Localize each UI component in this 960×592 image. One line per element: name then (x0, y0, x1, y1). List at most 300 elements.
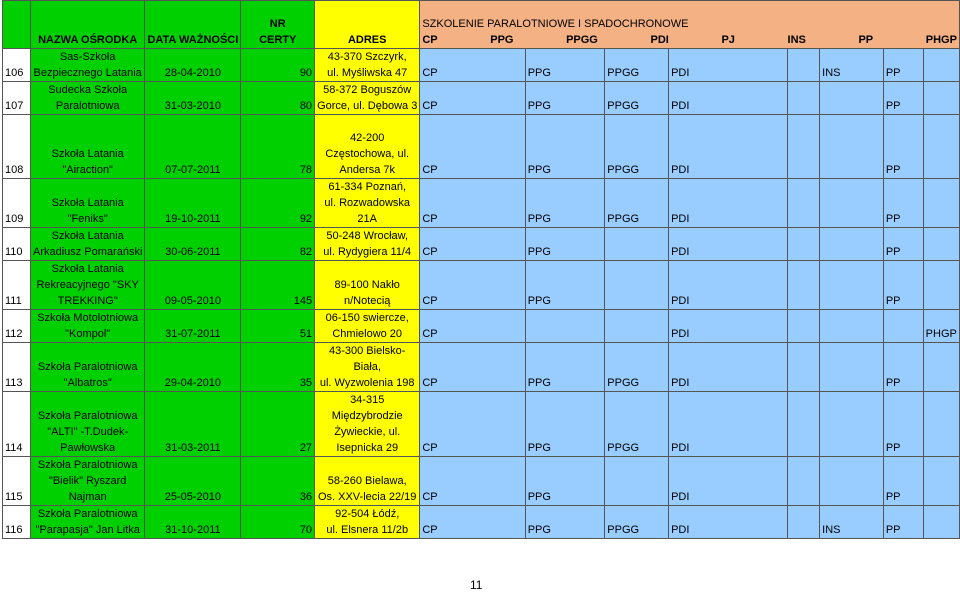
program-cell-line: PP (885, 164, 901, 176)
program-cell (820, 228, 884, 261)
address-line: 58-260 Bielawa, (327, 475, 407, 487)
header-validity-line: DATA WAŻNOŚCI (147, 34, 239, 46)
address-line: 89-100 Nakło (334, 279, 400, 291)
program-cell (669, 179, 788, 228)
row-number (3, 82, 31, 115)
school-name (30, 228, 144, 261)
program-cell (820, 49, 884, 82)
program-cell (923, 49, 959, 82)
school-name-line: TREKKING" (57, 295, 118, 307)
school-name-line: "Parapasja" Jan Litka (35, 524, 140, 536)
program-cell (883, 82, 923, 115)
row-number-line: 116 (5, 524, 23, 536)
program-cell (420, 261, 525, 310)
program-cell (605, 228, 669, 261)
school-name (30, 82, 144, 115)
program-cell (525, 506, 605, 539)
header-nr-line: NR (269, 18, 286, 30)
address-line: 50-248 Wrocław, (326, 230, 409, 242)
school-name-line: Szkoła Motolotniowa (37, 312, 139, 324)
school-name (30, 506, 144, 539)
cert-number (241, 49, 315, 82)
school-name-line: "Albatros" (63, 377, 112, 389)
cert-number-line: 70 (299, 524, 313, 536)
program-cell (420, 115, 525, 179)
cert-number-line: 82 (299, 246, 313, 258)
program-cell-line: PP (885, 524, 901, 536)
header-training (420, 1, 960, 49)
program-cell (525, 49, 605, 82)
validity-date (145, 310, 241, 343)
program-cell (605, 179, 669, 228)
school-name-line: Sudecka Szkoła (48, 84, 128, 96)
address (315, 115, 420, 179)
program-cell (788, 82, 820, 115)
program-cell (883, 506, 923, 539)
program-cell-line: PDI (671, 377, 690, 389)
program-code: PPGG (566, 34, 598, 46)
validity-date-line: 09-05-2010 (164, 295, 222, 307)
program-cell-line: CP (422, 524, 438, 536)
header-validity (145, 1, 241, 49)
table-row (3, 115, 960, 179)
program-cell-line: PP (885, 100, 901, 112)
program-code: PP (858, 34, 874, 46)
program-cell (788, 179, 820, 228)
program-cell (420, 179, 525, 228)
row-number (3, 310, 31, 343)
program-cell-line: PPG (527, 164, 551, 176)
school-name-line: Rekreacyjnego "SKY (36, 279, 139, 291)
program-cell (605, 343, 669, 392)
school-name-line: Pawłowska (60, 442, 116, 454)
program-cell (883, 179, 923, 228)
program-cell (525, 392, 605, 457)
program-cell (820, 261, 884, 310)
row-number-line: 109 (5, 213, 24, 225)
program-cell (788, 261, 820, 310)
school-name-line: "Feniks" (67, 213, 108, 225)
program-cell-line: INS (822, 67, 841, 79)
school-name-line: Szkoła Latania (51, 148, 124, 160)
row-number-line: 115 (5, 491, 23, 503)
program-cell (820, 457, 884, 506)
program-cell (923, 506, 959, 539)
program-cell (923, 179, 959, 228)
header-name-line: NAZWA OŚRODKA (38, 34, 138, 46)
program-cell (820, 310, 884, 343)
cert-number (241, 343, 315, 392)
row-number (3, 457, 31, 506)
program-cell-line: PPGG (607, 100, 640, 112)
cert-number (241, 392, 315, 457)
validity-date-line: 25-05-2010 (164, 491, 222, 503)
program-cell-line: CP (422, 213, 438, 225)
address-line: Isepnicka 29 (336, 442, 399, 454)
address-line: Andersa 7k (339, 164, 396, 176)
address (315, 310, 420, 343)
address-line: 06-150 swiercze, (325, 312, 409, 324)
address-line: Częstochowa, ul. (325, 148, 410, 160)
address-line: Chmielowo 20 (332, 328, 403, 340)
validity-date-line: 31-10-2011 (165, 524, 221, 536)
school-name-line: Szkoła Latania (51, 263, 124, 275)
program-cell-line: PPG (527, 442, 551, 454)
program-cell-line: PP (885, 442, 901, 454)
address-line: Żywieckie, ul. (334, 426, 401, 438)
address-line: 42-200 (350, 132, 385, 144)
program-cell-line: CP (422, 295, 438, 307)
row-number (3, 115, 31, 179)
address (315, 49, 420, 82)
table-row (3, 343, 960, 392)
validity-date-line: 07-07-2011 (165, 164, 221, 176)
program-code: CP (422, 34, 438, 46)
header-address-line: ADRES (347, 34, 387, 46)
program-cell (525, 179, 605, 228)
table-row (3, 457, 960, 506)
program-cell-line: PHGP (925, 328, 957, 340)
program-codes (422, 32, 957, 48)
validity-date (145, 82, 241, 115)
program-cell (525, 343, 605, 392)
row-number-line: 114 (5, 442, 23, 454)
program-cell (605, 457, 669, 506)
program-cell-line: PDI (671, 67, 690, 79)
school-name-line: "ALTI" -T.Dudek- (47, 426, 129, 438)
table-row (3, 179, 960, 228)
address-line: 43-370 Szczyrk, (327, 51, 407, 63)
cert-number (241, 82, 315, 115)
program-cell (820, 392, 884, 457)
corner-cell (3, 1, 31, 49)
program-cell (669, 82, 788, 115)
address (315, 457, 420, 506)
program-cell-line: PDI (671, 442, 690, 454)
header-nr-line: CERTY (259, 34, 297, 46)
school-name (30, 343, 144, 392)
validity-date (145, 49, 241, 82)
address-line: 58-372 Boguszów (323, 84, 412, 96)
program-cell (883, 457, 923, 506)
address-line: 34-315 (350, 394, 385, 406)
program-cell (669, 457, 788, 506)
program-cell-line: PPG (527, 67, 551, 79)
table-row (3, 49, 960, 82)
program-cell-line: PPG (527, 491, 551, 503)
program-cell-line: PPG (527, 213, 551, 225)
program-cell (669, 261, 788, 310)
validity-date (145, 115, 241, 179)
program-cell-line: PPGG (607, 524, 640, 536)
table-row (3, 82, 960, 115)
row-number-line: 108 (5, 164, 24, 176)
school-name-line: "Kompol" (65, 328, 111, 340)
program-cell-line: PPGG (607, 442, 640, 454)
program-cell (923, 457, 959, 506)
program-cell (525, 228, 605, 261)
school-name-line: "Airaction" (62, 164, 113, 176)
row-number (3, 261, 31, 310)
program-cell (420, 506, 525, 539)
program-cell (669, 115, 788, 179)
validity-date (145, 457, 241, 506)
program-cell (669, 310, 788, 343)
program-cell (669, 49, 788, 82)
program-cell-line: PP (885, 213, 901, 225)
page-number: 11 (470, 578, 483, 592)
address-line: 21A (357, 213, 377, 225)
table-row (3, 506, 960, 539)
program-cell (788, 115, 820, 179)
program-cell-line: PDI (671, 213, 690, 225)
program-cell (820, 115, 884, 179)
program-cell (669, 228, 788, 261)
program-cell (883, 261, 923, 310)
program-cell (420, 49, 525, 82)
program-cell (788, 228, 820, 261)
cert-number (241, 261, 315, 310)
program-cell-line: PPG (527, 100, 551, 112)
schools-table (2, 0, 960, 539)
school-name (30, 457, 144, 506)
program-cell (420, 392, 525, 457)
cert-number-line: 78 (299, 164, 313, 176)
program-cell (605, 506, 669, 539)
program-cell (923, 82, 959, 115)
program-cell-line: CP (422, 328, 438, 340)
school-name-line: Szkoła Paralotniowa (37, 410, 138, 422)
program-cell (605, 49, 669, 82)
program-cell-line: PPG (527, 524, 551, 536)
program-cell-line: PDI (671, 328, 690, 340)
validity-date (145, 506, 241, 539)
row-number-line: 113 (5, 377, 23, 389)
school-name-line: Sas-Szkoła (59, 51, 116, 63)
program-cell (605, 115, 669, 179)
program-cell (605, 310, 669, 343)
table-row (3, 392, 960, 457)
row-number-line: 111 (5, 295, 22, 307)
address-line: Os. XXV-lecia 22/19 (317, 491, 417, 503)
school-name-line: Paralotniowa (55, 100, 120, 112)
cert-number-line: 145 (293, 295, 313, 307)
program-cell (883, 49, 923, 82)
school-name (30, 310, 144, 343)
validity-date (145, 261, 241, 310)
table-row (3, 228, 960, 261)
program-cell-line: PPG (527, 246, 551, 258)
school-name (30, 261, 144, 310)
program-cell-line: PDI (671, 491, 690, 503)
program-cell-line: PP (885, 246, 901, 258)
cert-number (241, 457, 315, 506)
address-line: Biała, (353, 361, 381, 373)
school-name-line: Arkadiusz Pomarański (32, 246, 143, 258)
address (315, 343, 420, 392)
address-line: ul. Wyzwolenia 198 (319, 377, 415, 389)
school-name (30, 179, 144, 228)
validity-date-line: 31-07-2011 (165, 328, 221, 340)
program-cell-line: PP (885, 67, 901, 79)
validity-date-line: 31-03-2010 (164, 100, 222, 112)
program-cell-line: CP (422, 164, 438, 176)
program-cell-line: PPG (527, 295, 551, 307)
cert-number (241, 179, 315, 228)
program-cell-line: PP (885, 377, 901, 389)
program-code: INS (787, 34, 806, 46)
row-number (3, 49, 31, 82)
validity-date-line: 29-04-2010 (164, 377, 222, 389)
validity-date (145, 343, 241, 392)
row-number (3, 228, 31, 261)
cert-number-line: 51 (299, 328, 313, 340)
cert-number-line: 36 (299, 491, 313, 503)
program-cell (669, 506, 788, 539)
program-cell (525, 310, 605, 343)
row-number-line: 112 (5, 328, 23, 340)
program-cell (883, 115, 923, 179)
validity-date-line: 19-10-2011 (165, 213, 221, 225)
cert-number-line: 27 (299, 442, 313, 454)
program-cell (923, 261, 959, 310)
program-cell (788, 506, 820, 539)
cert-number (241, 228, 315, 261)
validity-date-line: 28-04-2010 (164, 67, 222, 79)
header-name (30, 1, 144, 49)
program-cell-line: CP (422, 491, 438, 503)
program-cell (420, 343, 525, 392)
address (315, 506, 420, 539)
row-number (3, 392, 31, 457)
program-code: PHGP (925, 34, 957, 46)
program-cell (788, 343, 820, 392)
row-number (3, 506, 31, 539)
program-cell (820, 82, 884, 115)
program-cell (669, 343, 788, 392)
address (315, 82, 420, 115)
cert-number-line: 92 (299, 213, 313, 225)
program-cell-line: PPG (527, 377, 551, 389)
address-line: 43-300 Bielsko- (328, 345, 406, 357)
program-cell (669, 392, 788, 457)
address-line: Gorce, ul. Dębowa 3 (317, 100, 418, 112)
address-line: ul. Rydygiera 11/4 (323, 246, 412, 258)
program-cell (788, 457, 820, 506)
validity-date-line: 30-06-2011 (165, 246, 221, 258)
program-cell-line: PDI (671, 164, 690, 176)
training-title: SZKOLENIE PARALOTNIOWE I SPADOCHRONOWE (422, 18, 689, 30)
row-number (3, 179, 31, 228)
header-address (315, 1, 420, 49)
school-name-line: Bezpiecznego Latania (33, 67, 142, 79)
validity-date (145, 228, 241, 261)
school-name-line: Szkoła Latania (51, 197, 124, 209)
program-code: PPG (490, 34, 514, 46)
program-cell (525, 115, 605, 179)
validity-date (145, 179, 241, 228)
program-cell (420, 457, 525, 506)
address-line: ul. Elsnera 11/2b (326, 524, 409, 536)
program-cell-line: PDI (671, 524, 690, 536)
cert-number-line: 35 (299, 377, 313, 389)
program-cell (788, 310, 820, 343)
school-name-line: Szkoła Latania (51, 230, 124, 242)
program-cell (883, 228, 923, 261)
program-cell (923, 310, 959, 343)
program-code: PJ (721, 34, 735, 46)
program-cell-line: PP (885, 295, 901, 307)
row-number-line: 110 (5, 246, 23, 258)
school-name (30, 115, 144, 179)
program-cell-line: CP (422, 377, 438, 389)
school-name-line: "Bielik" Ryszard (48, 475, 127, 487)
program-cell (820, 343, 884, 392)
school-name (30, 392, 144, 457)
program-cell (420, 82, 525, 115)
row-number-line: 106 (5, 67, 24, 79)
program-cell-line: PPGG (607, 213, 640, 225)
cert-number (241, 310, 315, 343)
row-number-line: 107 (5, 100, 24, 112)
school-name (30, 49, 144, 82)
address (315, 179, 420, 228)
validity-date (145, 392, 241, 457)
program-cell (788, 392, 820, 457)
program-cell (883, 392, 923, 457)
address (315, 228, 420, 261)
program-cell-line: PPGG (607, 67, 640, 79)
program-cell (525, 82, 605, 115)
table-row (3, 310, 960, 343)
address-line: 92-504 Łódź, (335, 508, 400, 520)
program-cell (605, 392, 669, 457)
validity-date-line: 31-03-2011 (165, 442, 221, 454)
program-cell (820, 506, 884, 539)
header-nr (241, 1, 315, 49)
program-cell-line: PDI (671, 246, 690, 258)
program-cell-line: PDI (671, 295, 690, 307)
program-cell (883, 310, 923, 343)
program-cell-line: PPGG (607, 164, 640, 176)
cert-number-line: 80 (299, 100, 313, 112)
program-cell-line: CP (422, 67, 438, 79)
cert-number (241, 115, 315, 179)
program-cell (605, 82, 669, 115)
address (315, 261, 420, 310)
program-cell-line: PP (885, 491, 901, 503)
program-cell (883, 343, 923, 392)
address-line: ul. Myśliwska 47 (327, 67, 408, 79)
program-cell-line: PPGG (607, 377, 640, 389)
program-cell (788, 49, 820, 82)
school-name-line: Najman (68, 491, 107, 503)
cert-number (241, 506, 315, 539)
address-line: n/Notecią (343, 295, 391, 307)
program-cell (420, 228, 525, 261)
program-cell (420, 310, 525, 343)
school-name-line: Szkoła Paralotniowa (37, 361, 138, 373)
program-cell-line: CP (422, 246, 438, 258)
school-name-line: Szkoła Paralotniowa (37, 459, 138, 471)
address-line: Międzybrodzie (331, 410, 403, 422)
program-cell (525, 261, 605, 310)
program-cell-line: CP (422, 100, 438, 112)
cert-number-line: 90 (299, 67, 313, 79)
address-line: ul. Rozwadowska (324, 197, 410, 209)
address-line: 61-334 Poznań, (328, 181, 407, 193)
program-cell (923, 115, 959, 179)
